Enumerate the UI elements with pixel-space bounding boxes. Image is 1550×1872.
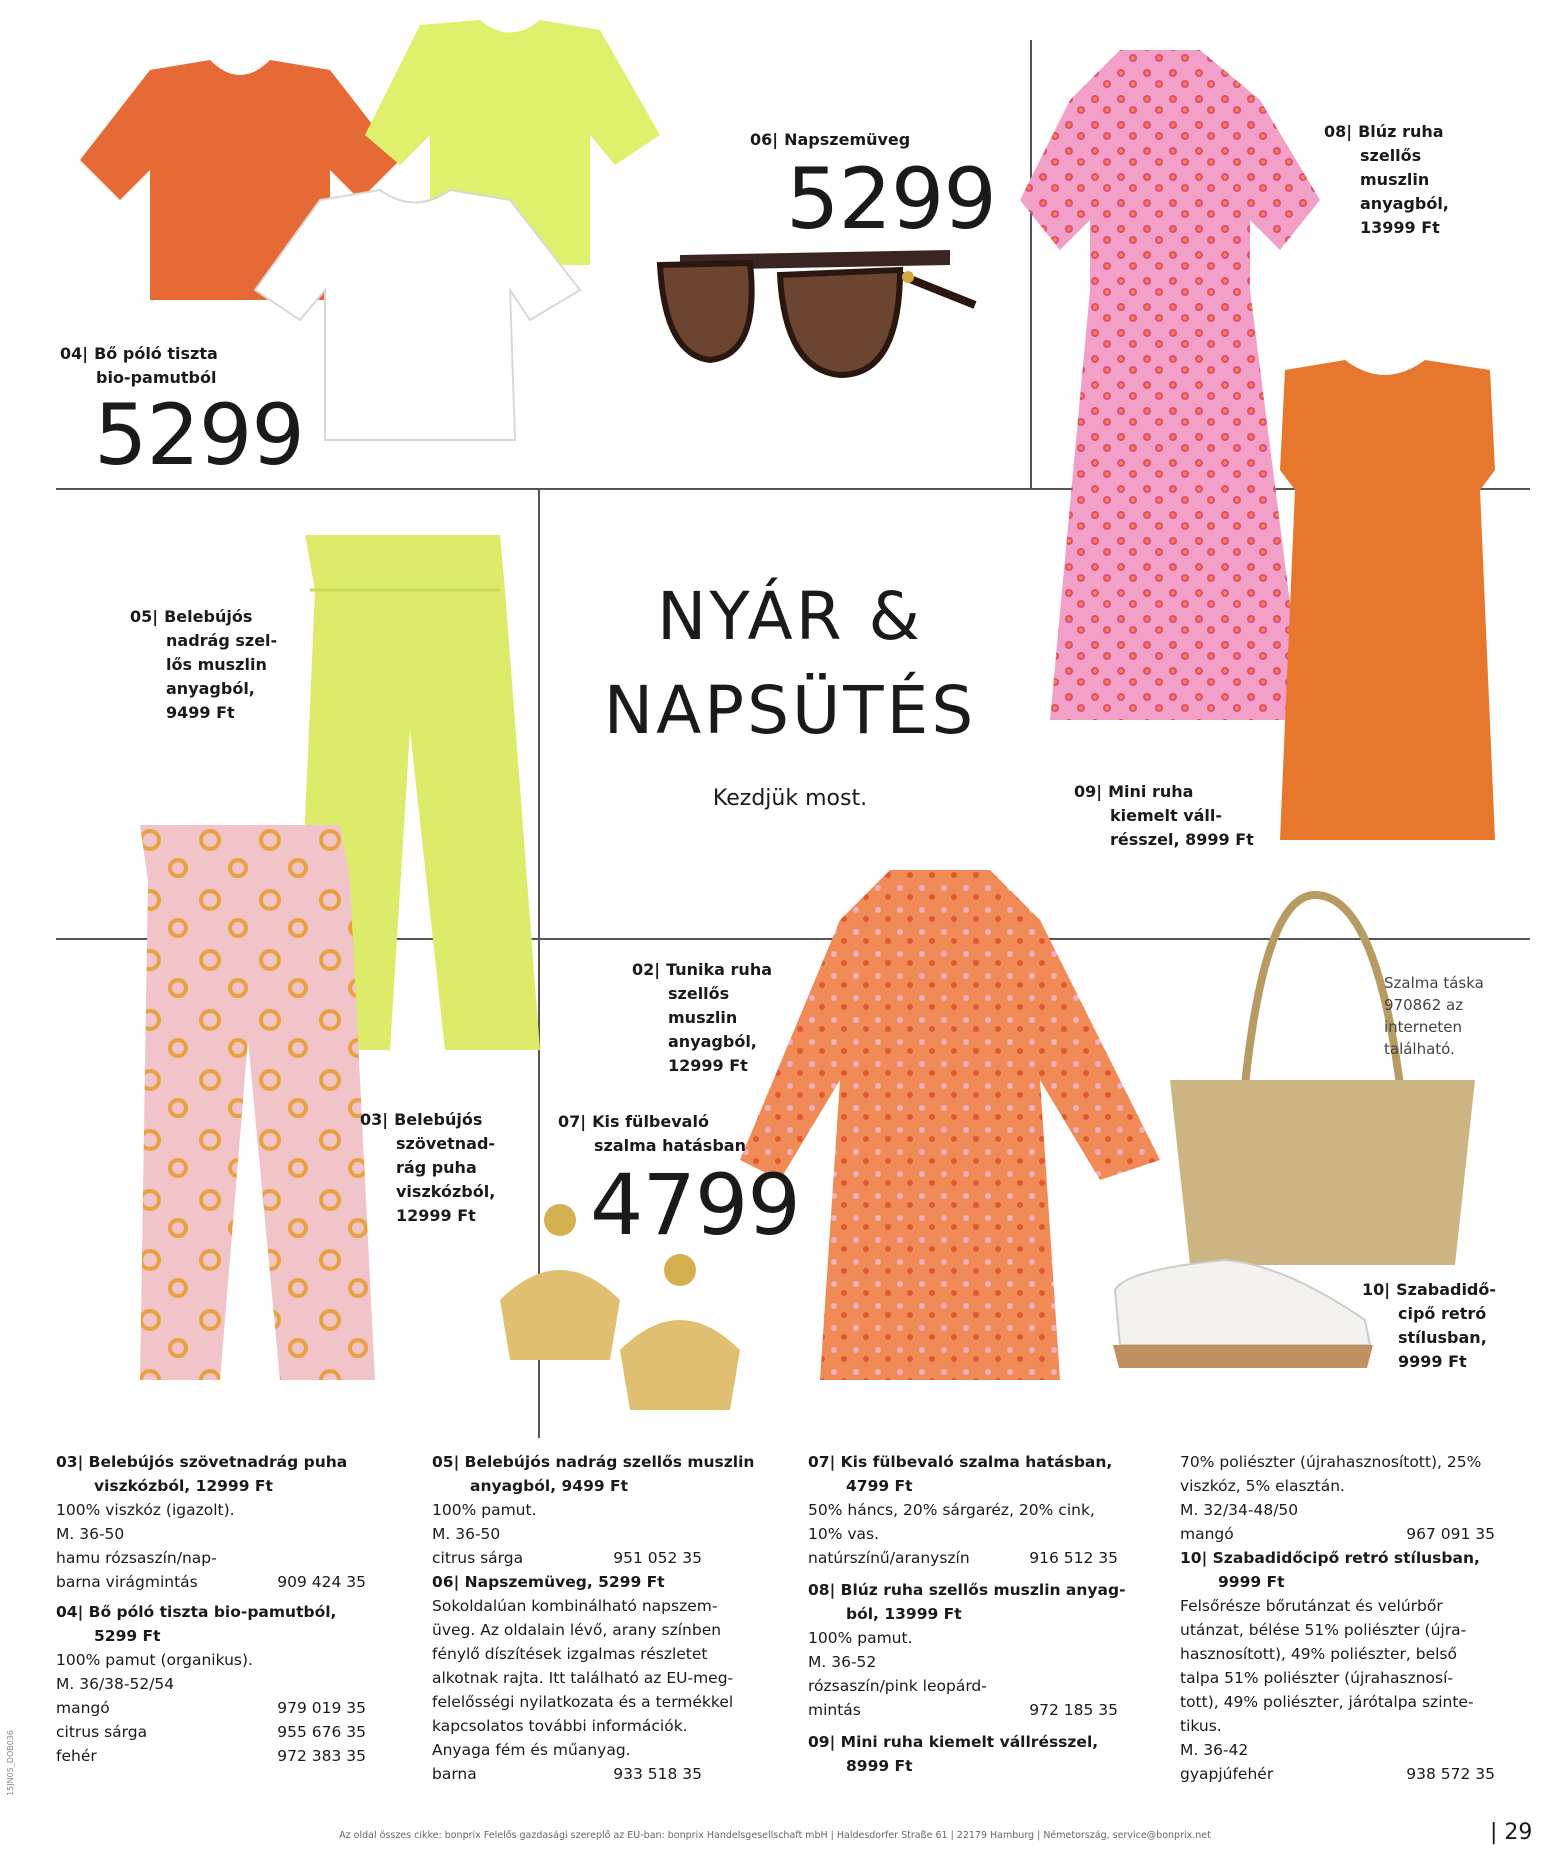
detail-09-num: 09| (808, 1733, 836, 1751)
straw-bag-note-line: Szalma táska (1384, 974, 1484, 992)
detail-10-num: 10| (1180, 1549, 1208, 1567)
detail-10-desc: M. 36-42 (1180, 1741, 1249, 1759)
tops-num: 04| (60, 344, 89, 363)
detail-10-desc: hasznosított), 49% poliészter, belső (1180, 1645, 1457, 1663)
earrings-line: szalma hatásban (594, 1136, 746, 1155)
tops-label-line1: Bő póló tiszta (94, 344, 218, 363)
detail-08-num: 08| (808, 1581, 836, 1599)
detail-05-head: Belebújós nadrág szellős muszlin (464, 1453, 755, 1471)
earrings-price: 4799 (590, 1156, 800, 1254)
pull-on-pants-line: Belebújós (164, 607, 253, 626)
straw-bag-note-line: található. (1384, 1040, 1455, 1058)
sunglasses-num: 06| (750, 130, 779, 149)
legal-footer: Az oldal összes cikke: bonprix Felelős gazdasági szereplő az EU-ban: bonprix Handelsgesellschaft mbH | Haldesdorfer Straße 61 | 22179 Hamburg | Németország, service@bonprix.net (339, 1830, 1211, 1841)
detail-10-desc: talpa 51% poliészter (újrahasznosí- (1180, 1669, 1453, 1687)
detail-08-head: Blúz ruha szellős muszlin anyag- (840, 1581, 1126, 1599)
page-title-line1: NYÁR & (656, 578, 923, 655)
blouse-dress-line: muszlin (1360, 170, 1430, 189)
detail-09-ref: 967 091 35 (1406, 1525, 1495, 1543)
mini-dress-num: 09| (1074, 782, 1103, 801)
detail-03-color2: barna virágmintás (56, 1573, 198, 1591)
detail-10-desc: tott), 49% poliészter, járótalpa szinte- (1180, 1693, 1474, 1711)
pull-on-pants-line: 9499 Ft (166, 703, 235, 722)
detail-07-num: 07| (808, 1453, 836, 1471)
tunic-dress-line: muszlin (668, 1008, 738, 1027)
detail-06-head: Napszemüveg, 5299 Ft (464, 1573, 665, 1591)
straw-bag-note-line: 970862 az (1384, 996, 1464, 1014)
detail-10-head2: 9999 Ft (1218, 1573, 1285, 1591)
detail-10-desc: utánzat, bélése 51% poliészter (újra- (1180, 1621, 1467, 1639)
detail-08-ref: 972 185 35 (1029, 1701, 1118, 1719)
woven-pants-label (360, 1108, 495, 1228)
detail-10-ref: 938 572 35 (1406, 1765, 1495, 1783)
page-number: | 29 (1490, 1820, 1533, 1845)
detail-06-num: 06| (432, 1573, 460, 1591)
earrings-line: Kis fülbevaló (592, 1112, 709, 1131)
detail-06-desc: üveg. Az oldalain lévő, arany színben (432, 1621, 722, 1639)
detail-05-color: citrus sárga (432, 1549, 524, 1567)
mini-dress-label (1074, 780, 1254, 852)
tops-price: 5299 (94, 386, 304, 484)
detail-07-ref: 916 512 35 (1029, 1549, 1118, 1567)
detail-08-sizes: M. 36-52 (808, 1653, 877, 1671)
details-column-4 (1180, 1450, 1525, 1786)
mini-dress-line: résszel, 8999 Ft (1110, 830, 1254, 849)
page-title-line2: NAPSÜTÉS (603, 672, 977, 749)
blouse-dress-line: 13999 Ft (1360, 218, 1440, 237)
detail-09-head2: 8999 Ft (846, 1757, 913, 1775)
detail-04-ref: 955 676 35 (277, 1723, 366, 1741)
detail-06-desc: kapcsolatos további információk. (432, 1717, 688, 1735)
detail-07-head2: 4799 Ft (846, 1477, 913, 1495)
details-column-2 (432, 1450, 762, 1786)
detail-04-color: citrus sárga (56, 1723, 148, 1741)
detail-09-color: mangó (1180, 1525, 1234, 1543)
detail-04-head: Bő póló tiszta bio-pamutból, (88, 1603, 337, 1621)
straw-bag-note (1384, 972, 1484, 1060)
detail-07-material: 50% háncs, 20% sárgaréz, 20% cink, (808, 1501, 1095, 1519)
detail-06-ref: 933 518 35 (613, 1765, 702, 1783)
sneakers-line: stílusban, (1398, 1328, 1487, 1347)
detail-03-material: 100% viszkóz (igazolt). (56, 1501, 235, 1519)
earrings-label (558, 1110, 746, 1158)
detail-05-ref: 951 052 35 (613, 1549, 702, 1567)
detail-09-head: Mini ruha kiemelt vállrésszel, (840, 1733, 1099, 1751)
blouse-dress-line: anyagból, (1360, 194, 1449, 213)
woven-pants-line: Belebújós (394, 1110, 483, 1129)
mini-dress-line: kiemelt váll- (1110, 806, 1223, 825)
detail-07-color: natúrszínű/aranyszín (808, 1549, 970, 1567)
mini-dress-line: Mini ruha (1108, 782, 1194, 801)
sneakers-line: Szabadidő- (1396, 1280, 1497, 1299)
detail-05-sizes: M. 36-50 (432, 1525, 501, 1543)
tunic-dress-line: 12999 Ft (668, 1056, 748, 1075)
woven-pants-line: rág puha (396, 1158, 477, 1177)
pull-on-pants-line: nadrág szel- (166, 631, 278, 650)
detail-06-color: barna (432, 1765, 477, 1783)
detail-08-material: 100% pamut. (808, 1629, 913, 1647)
detail-06-desc: fénylő díszítések izgalmas részletet (432, 1645, 708, 1663)
detail-04-material: 100% pamut (organikus). (56, 1651, 253, 1669)
detail-10-desc: Felsőrésze bőrutánzat és velúrbőr (1180, 1597, 1443, 1615)
blouse-dress-line: Blúz ruha (1358, 122, 1444, 141)
sneakers-label (1362, 1278, 1496, 1374)
tunic-dress-line: szellős (668, 984, 730, 1003)
detail-10-color: gyapjúfehér (1180, 1765, 1274, 1783)
straw-bag-note-line: interneten (1384, 1018, 1463, 1036)
detail-03-sizes: M. 36-50 (56, 1525, 125, 1543)
pull-on-pants-label (130, 605, 277, 725)
detail-06-desc: felelősségi nyilatkozata és a termékkel (432, 1693, 734, 1711)
detail-07-material2: 10% vas. (808, 1525, 880, 1543)
detail-04-head2: 5299 Ft (94, 1627, 161, 1645)
detail-05-head2: anyagból, 9499 Ft (470, 1477, 629, 1495)
woven-pants-line: viszkózból, (396, 1182, 496, 1201)
tops-label (60, 342, 218, 390)
detail-10-head: Szabadidőcipő retró stílusban, (1212, 1549, 1480, 1567)
tunic-dress-num: 02| (632, 960, 661, 979)
details-column-1 (56, 1450, 366, 1768)
sunglasses-image (650, 235, 980, 385)
pink-floral-pants-image (130, 820, 380, 1390)
detail-08-head2: ból, 13999 Ft (846, 1605, 962, 1623)
straw-bag-image (1165, 895, 1480, 1275)
pull-on-pants-line: anyagból, (166, 679, 255, 698)
sunglasses-label (750, 128, 910, 152)
tunic-dress-line: anyagból, (668, 1032, 757, 1051)
detail-04-num: 04| (56, 1603, 84, 1621)
sneakers-line: cipő retró (1398, 1304, 1487, 1323)
woven-pants-line: szövetnad- (396, 1134, 496, 1153)
detail-09-sizes: M. 32/34-48/50 (1180, 1501, 1299, 1519)
pull-on-pants-num: 05| (130, 607, 159, 626)
sneaker-image (1105, 1250, 1375, 1370)
page-subtitle: Kezdjük most. (712, 786, 868, 811)
details-column-3 (808, 1450, 1138, 1778)
detail-04-color: mangó (56, 1699, 110, 1717)
blouse-dress-num: 08| (1324, 122, 1353, 141)
sneakers-line: 9999 Ft (1398, 1352, 1467, 1371)
tunic-dress-line: Tunika ruha (666, 960, 773, 979)
detail-04-color: fehér (56, 1747, 97, 1765)
detail-05-material: 100% pamut. (432, 1501, 537, 1519)
detail-03-color: hamu rózsaszín/nap- (56, 1549, 217, 1567)
detail-04-ref: 972 383 35 (277, 1747, 366, 1765)
tunic-dress-label (632, 958, 772, 1078)
tops-label-line2: bio-pamutból (96, 368, 217, 387)
detail-06-desc: Anyaga fém és műanyag. (432, 1741, 631, 1759)
detail-06-desc: alkotnak rajta. Itt található az EU-meg- (432, 1669, 734, 1687)
detail-03-ref: 909 424 35 (277, 1573, 366, 1591)
pull-on-pants-line: lős muszlin (166, 655, 267, 674)
sneakers-num: 10| (1362, 1280, 1391, 1299)
detail-04-sizes: M. 36/38-52/54 (56, 1675, 175, 1693)
detail-03-head2: viszkózból, 12999 Ft (94, 1477, 273, 1495)
detail-10-desc: tikus. (1180, 1717, 1222, 1735)
detail-03-head: Belebújós szövetnadrág puha (88, 1453, 348, 1471)
detail-07-head: Kis fülbevaló szalma hatásban, (840, 1453, 1113, 1471)
detail-05-num: 05| (432, 1453, 460, 1471)
side-code: 15JN05_DOB036 (6, 1730, 15, 1796)
sunglasses-label-text: Napszemüveg (784, 130, 911, 149)
sunglasses-price: 5299 (786, 150, 996, 248)
page-title (560, 570, 1020, 758)
detail-06-desc: Sokoldalúan kombinálható napszem- (432, 1597, 718, 1615)
detail-08-color2: mintás (808, 1701, 861, 1719)
orange-tunic-dress-image (740, 860, 1160, 1390)
woven-pants-line: 12999 Ft (396, 1206, 476, 1225)
detail-08-color: rózsaszín/pink leopárd- (808, 1677, 987, 1695)
detail-09-material: 70% poliészter (újrahasznosított), 25% (1180, 1453, 1482, 1471)
detail-09-material2: viszkóz, 5% elasztán. (1180, 1477, 1345, 1495)
detail-03-num: 03| (56, 1453, 84, 1471)
detail-04-ref: 979 019 35 (277, 1699, 366, 1717)
orange-mini-dress-image (1265, 350, 1510, 850)
blouse-dress-line: szellős (1360, 146, 1422, 165)
earrings-num: 07| (558, 1112, 587, 1131)
blouse-dress-label (1324, 120, 1449, 240)
woven-pants-num: 03| (360, 1110, 389, 1129)
